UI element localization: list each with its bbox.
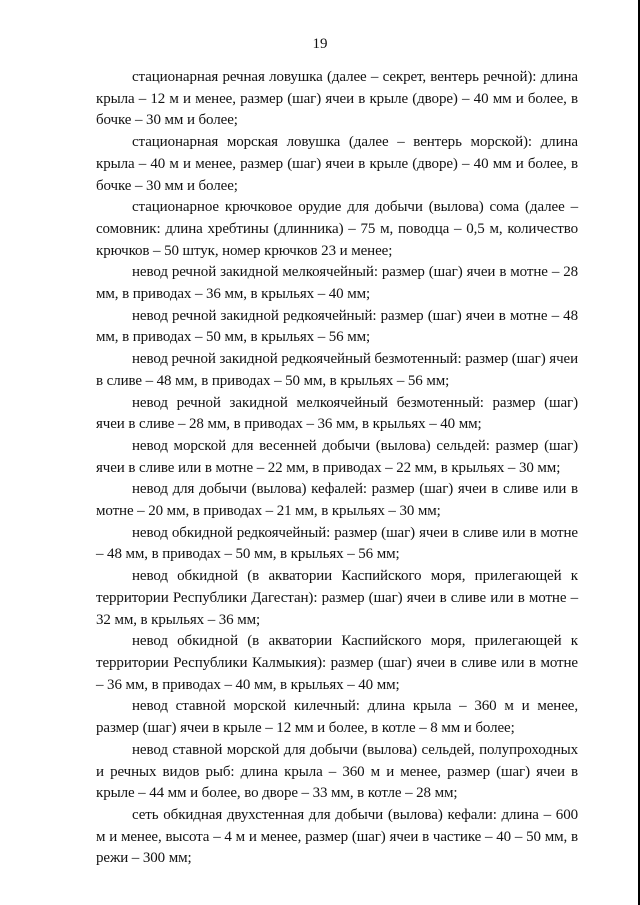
- paragraph: стационарная морская ловушка (далее – вентерь морской): длина крыла – 40 м и менее, размер (шаг) ячеи в крыле (дворе) – 40 мм и более, в бочке – 30 мм и более;: [96, 134, 578, 194]
- paragraph: невод обкидной редкоячейный: размер (шаг) ячеи в сливе или в мотне – 48 мм, в приводах – 50 мм, в крыльях – 56 мм;: [96, 524, 578, 563]
- paragraph: сеть обкидная двухстенная для добычи (вылова) кефали: длина – 600 м и менее, высота – 4 м и менее, размер (шаг) ячеи в частике – 40 – 50 мм, в режи – 300 мм;: [96, 806, 578, 867]
- paragraph: невод обкидной (в акватории Каспийского моря, прилегающей к территории Республики Калмыкия): размер (шаг) ячеи в сливе или в мотне – 36 мм, в приводах – 40 мм, в крыльях – 40 мм;: [96, 633, 578, 693]
- paragraph: невод речной закидной мелкоячейный: размер (шаг) ячеи в мотне – 28 мм, в приводах – 36 мм, в крыльях – 40 мм;: [96, 264, 578, 303]
- page-number: 19: [312, 36, 328, 52]
- paragraph: стационарная речная ловушка (далее – секрет, вентерь речной): длина крыла – 12 м и менее, размер (шаг) ячеи в крыле (дворе) – 40 мм и более, в бочке – 30 мм и более;: [96, 69, 578, 129]
- document-body: [96, 67, 578, 870]
- paragraph: невод речной закидной мелкоячейный безмотенный: размер (шаг) ячеи в сливе – 28 мм, в приводах – 36 мм, в крыльях – 40 мм;: [96, 394, 578, 433]
- paragraph: невод морской для весенней добычи (вылова) сельдей: размер (шаг) ячеи в сливе или в мотне – 22 мм, в приводах – 22 мм, в крыльях – 30 мм;: [96, 437, 578, 476]
- paragraph: невод ставной морской для добычи (вылова) сельдей, полупроходных и речных видов рыб: длина крыла – 360 м и менее, размер (шаг) ячеи в крыле – 44 мм и более, во дворе – 33 мм, в котле – 28 мм;: [96, 741, 578, 802]
- paragraph: невод для добычи (вылова) кефалей: размер (шаг) ячеи в сливе или в мотне – 20 мм, в приводах – 21 мм, в крыльях – 30 мм;: [96, 481, 578, 520]
- paragraph: невод обкидной (в акватории Каспийского моря, прилегающей к территории Республики Дагестан): размер (шаг) ячеи в сливе или в мотне – 32 мм, в крыльях – 36 мм;: [96, 568, 578, 628]
- paragraph: стационарное крючковое орудие для добычи (вылова) сома (далее – сомовник: длина хребтины (длинника) – 75 м, поводца – 0,5 м, количество крючков – 50 штук, номер крючков 23 и менее;: [96, 199, 578, 259]
- paragraph: невод ставной морской килечный: длина крыла – 360 м и менее, размер (шаг) ячеи в крыле – 12 мм и более, в котле – 8 мм и более;: [96, 698, 578, 737]
- paragraph: невод речной закидной редкоячейный: размер (шаг) ячеи в мотне – 48 мм, в приводах – 50 мм, в крыльях – 56 мм;: [96, 307, 578, 346]
- paragraph: невод речной закидной редкоячейный безмотенный: размер (шаг) ячеи в сливе – 48 мм, в приводах – 50 мм, в крыльях – 56 мм;: [96, 351, 578, 389]
